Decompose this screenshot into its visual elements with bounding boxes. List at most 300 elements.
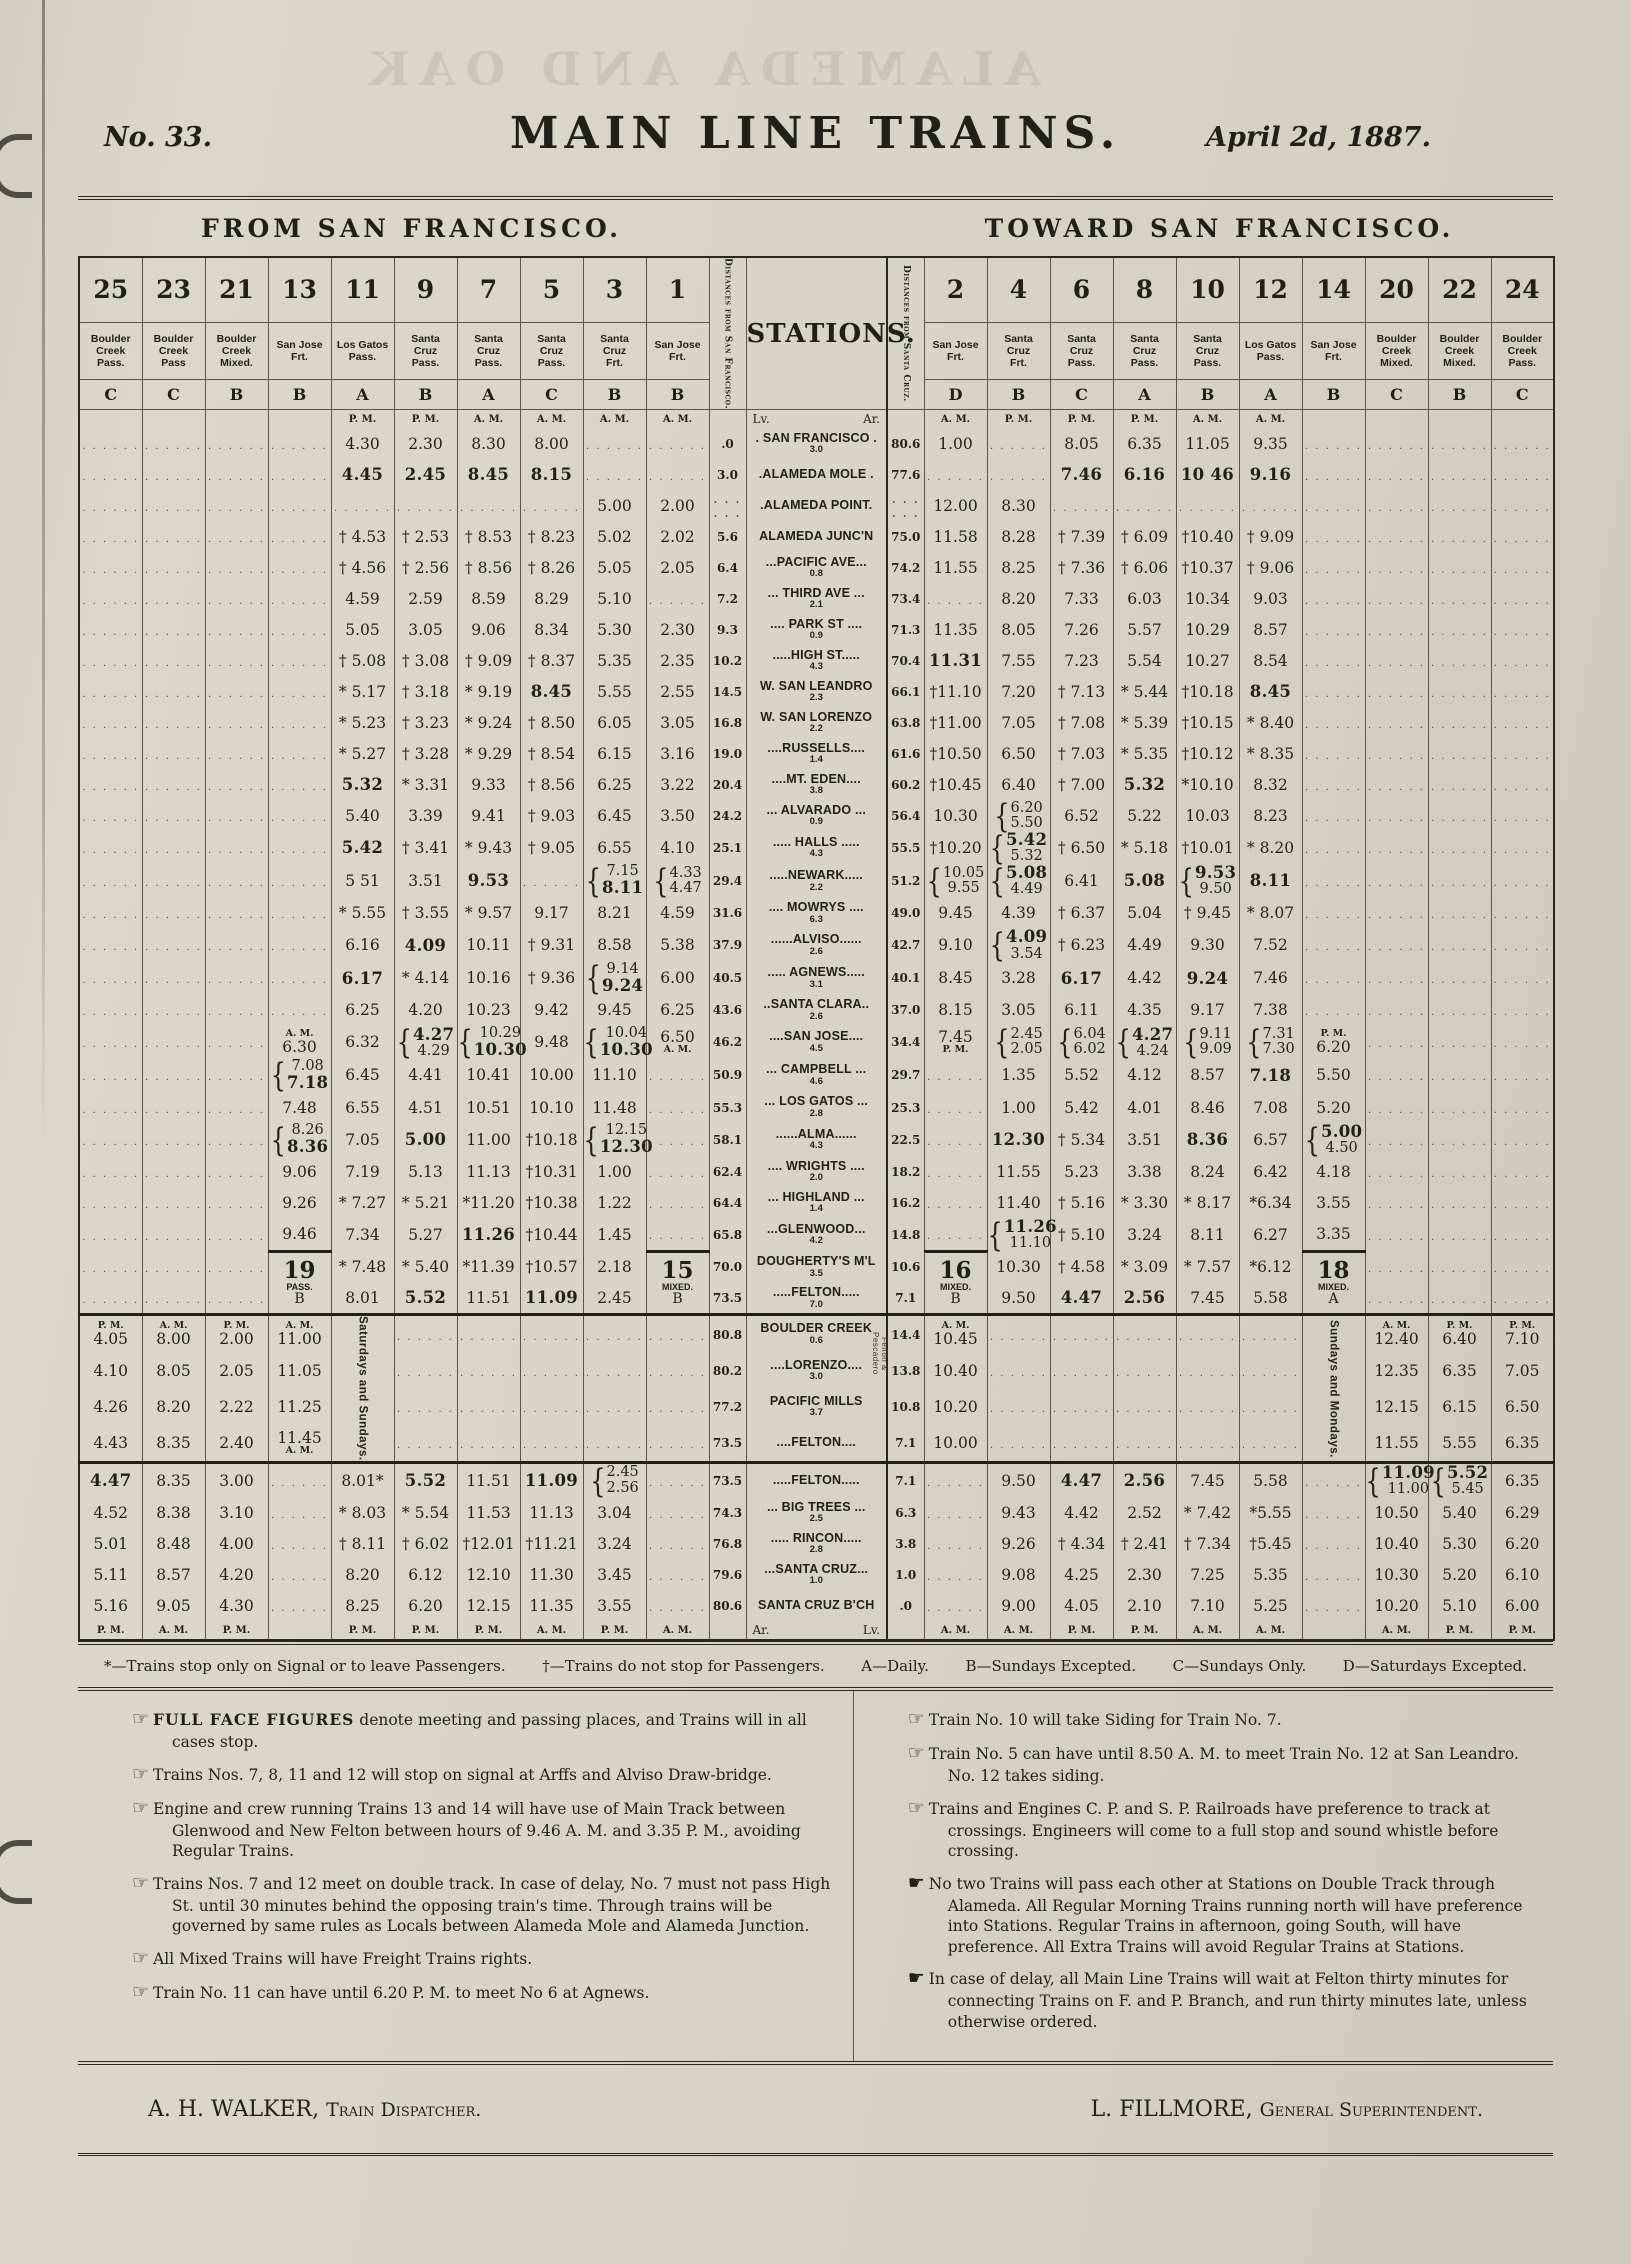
time-cell: 9.53 (457, 864, 520, 897)
distance-from-sf-cell: 80.2 (709, 1353, 746, 1389)
time-cell: . . . . . . (987, 1425, 1050, 1463)
time-cell: 8.15 (520, 459, 583, 490)
time-cell: 7.55 (987, 645, 1050, 676)
time-cell: . . . . . . (79, 1026, 142, 1059)
time-cell: . . . . . . (1302, 1497, 1365, 1528)
ampm-marker: A. M. (924, 410, 987, 429)
time-cell: { 5.08 4.49 (987, 864, 1050, 897)
time-cell: 4.18 (1302, 1156, 1365, 1187)
distance-from-sf-cell: 6.4 (709, 552, 746, 583)
time-cell: 2.22 (205, 1389, 268, 1425)
time-cell: . . . . . . (1176, 1315, 1239, 1353)
time-cell: †11.21 (520, 1528, 583, 1559)
time-cell: 2.18 (583, 1251, 646, 1282)
ampm-marker (205, 410, 268, 429)
time-cell: . . . . . . (1428, 1059, 1491, 1092)
time-cell: . . . . . . (268, 645, 331, 676)
time-cell: 3.05 (987, 995, 1050, 1026)
distance-from-santa-cruz-cell: 51.2 (887, 864, 924, 897)
distance-from-santa-cruz-cell: 40.1 (887, 962, 924, 995)
time-cell: 4.49 (1113, 928, 1176, 961)
time-cell: 3.05 (646, 707, 709, 738)
time-cell: . . . . . . (1428, 962, 1491, 995)
time-cell: . . . . . . (1113, 1389, 1176, 1425)
distances-from-santa-cruz-label: Distances from Santa Cruz. (887, 257, 924, 410)
time-cell: 7.33 (1050, 583, 1113, 614)
time-cell: . . . . . . (79, 552, 142, 583)
time-cell: . . . . . . (1428, 769, 1491, 800)
distance-from-santa-cruz-cell: 56.4 (887, 800, 924, 831)
time-cell: † 3.55 (394, 897, 457, 928)
time-cell: . . . . . . (268, 897, 331, 928)
time-cell: 7.34 (331, 1218, 394, 1251)
time-cell: 9.26 (987, 1528, 1050, 1559)
time-cell: 5.55 (1428, 1425, 1491, 1463)
pointing-hand-icon: ☛ (907, 1871, 925, 1894)
time-cell: . . . . . . (268, 459, 331, 490)
pointing-hand-icon: ☞ (907, 1742, 925, 1765)
time-cell: . . . . . . (142, 583, 205, 614)
time-cell: . . . . . . (1491, 1156, 1554, 1187)
time-cell: 5.54 (1113, 645, 1176, 676)
time-cell: 4.47 (1050, 1462, 1113, 1497)
time-cell: †5.45 (1239, 1528, 1302, 1559)
time-cell: . . . . . . (79, 1251, 142, 1282)
time-cell: 2.56 (1113, 1462, 1176, 1497)
time-cell: 10.10 (520, 1092, 583, 1123)
time-cell: * 9.29 (457, 738, 520, 769)
time-cell: 9.45 (583, 995, 646, 1026)
time-cell: 1.45 (583, 1218, 646, 1251)
time-cell: . . . . . . (520, 864, 583, 897)
time-cell: 6.05 (583, 707, 646, 738)
time-cell: *5.55 (1239, 1497, 1302, 1528)
time-cell: . . . . . . (457, 1353, 520, 1389)
distance-from-santa-cruz-cell: 37.0 (887, 995, 924, 1026)
time-cell: 11.10 (583, 1059, 646, 1092)
train-name: San Jose Frt. (924, 322, 987, 379)
time-cell: . . . . . . (1302, 831, 1365, 864)
timetable-row (79, 614, 1554, 645)
distance-from-sf-cell: 20.4 (709, 769, 746, 800)
station-cell: ...PACIFIC AVE... 0.8 (746, 552, 887, 583)
time-cell: † 7.39 (1050, 521, 1113, 552)
time-cell: 11.09 (520, 1282, 583, 1315)
distance-from-sf-cell: 46.2 (709, 1026, 746, 1059)
class-letter: C (1491, 379, 1554, 409)
time-cell: 8.30 (457, 428, 520, 459)
class-letter: A (1113, 379, 1176, 409)
time-cell: † 8.56 (457, 552, 520, 583)
distance-from-sf-cell: 31.6 (709, 897, 746, 928)
time-cell: . . . . . . (79, 1282, 142, 1315)
time-cell: 5.27 (394, 1218, 457, 1251)
time-cell: . . . . . . (987, 1315, 1050, 1353)
time-cell: † 9.09 (457, 645, 520, 676)
time-cell: 7.45 P. M. (924, 1026, 987, 1059)
time-cell: . . . . . . (205, 738, 268, 769)
note-item: ☞ Engine and crew running Trains 13 and 14 will have use of Main Track between Glenwood and New Felton between hours of 9.46 A. M. and 3.35 P. M., avoiding Regular Trains. (132, 1796, 801, 1861)
time-cell: 1.35 (987, 1059, 1050, 1092)
time-cell: 4.35 (1113, 995, 1176, 1026)
train-number: 20 (1365, 257, 1428, 322)
train-number: 11 (331, 257, 394, 322)
distance-from-sf-cell: 64.4 (709, 1187, 746, 1218)
time-cell: 3.24 (583, 1528, 646, 1559)
ampm-marker: A. M. (1239, 1621, 1302, 1640)
time-cell: . . . . . . (79, 1187, 142, 1218)
distance-from-santa-cruz-cell: 61.6 (887, 738, 924, 769)
time-cell: * 9.24 (457, 707, 520, 738)
ampm-marker: P. M. (1113, 1621, 1176, 1640)
time-cell: †12.01 (457, 1528, 520, 1559)
time-cell: . . . . . . (1428, 800, 1491, 831)
ampm-marker: A. M. (1176, 1621, 1239, 1640)
time-cell: . . . . . . (142, 428, 205, 459)
train-name: Santa Cruz Pass. (394, 322, 457, 379)
time-cell: 9.24 (1176, 962, 1239, 995)
time-cell: . . . . . . (1050, 1353, 1113, 1389)
time-cell: † 5.34 (1050, 1123, 1113, 1156)
time-cell: 2.30 (394, 428, 457, 459)
time-cell: . . . . . . (1428, 583, 1491, 614)
time-cell: 7.48 (268, 1092, 331, 1123)
time-cell: 8.54 (1239, 645, 1302, 676)
time-cell: . . . . . . (1302, 1462, 1365, 1497)
timetable-row (79, 1092, 1554, 1123)
time-cell: . . . . . . (205, 614, 268, 645)
time-cell: . . . . . . (646, 1156, 709, 1187)
time-cell: 2.55 (646, 676, 709, 707)
note-item: ☛ No two Trains will pass each other at Stations on Double Track through Alameda. All Regular Morning Trains running north will have preference into Stations. Regular Trains in afternoon, going South, will have preference. All Extra Trains will avoid Regular Trains at Stations. (907, 1871, 1523, 1956)
time-cell: † 8.56 (520, 769, 583, 800)
time-cell: 10.23 (457, 995, 520, 1026)
time-cell: P. M. 2.00 (205, 1315, 268, 1353)
time-cell: 4.00 (205, 1528, 268, 1559)
from-sf-title: FROM SAN FRANCISCO. (200, 213, 623, 243)
time-cell: . . . . . . (1491, 428, 1554, 459)
time-cell: * 8.20 (1239, 831, 1302, 864)
time-cell: * 5.39 (1113, 707, 1176, 738)
time-cell: . . . . . . (142, 521, 205, 552)
note-item: ☞ All Mixed Trains will have Freight Trains rights. (132, 1946, 533, 1969)
time-cell: 11.53 (457, 1497, 520, 1528)
train-number: 14 (1302, 257, 1365, 322)
time-cell: 8.21 (583, 897, 646, 928)
time-cell: 5.25 (1239, 1590, 1302, 1621)
time-cell: . . . . . . (205, 1187, 268, 1218)
time-cell: . . . . . . (142, 1218, 205, 1251)
time-cell: 5.04 (1113, 897, 1176, 928)
station-cell: ... CAMPBELL ... 4.6 (746, 1059, 887, 1092)
time-cell: . . . . . . (646, 459, 709, 490)
time-cell: . . . . . . (1428, 1187, 1491, 1218)
timetable-row (79, 1528, 1554, 1559)
time-cell: . . . . . . (1428, 428, 1491, 459)
time-cell: A. M. 10.45 (924, 1315, 987, 1353)
time-cell: 3.22 (646, 769, 709, 800)
time-cell: . . . . . . (457, 1425, 520, 1463)
train-number: 10 (1176, 257, 1239, 322)
station-cell: ... BIG TREES ... 2.5 (746, 1497, 887, 1528)
time-cell: 10.29 (1176, 614, 1239, 645)
time-cell: 4.47 (79, 1462, 142, 1497)
time-cell: 11.30 (520, 1559, 583, 1590)
class-letter: C (142, 379, 205, 409)
time-cell: . . . . . . (1491, 707, 1554, 738)
time-cell: . . . . . . (1176, 1389, 1239, 1425)
time-cell: . . . . . . (394, 1425, 457, 1463)
timetable-row (79, 1251, 1554, 1282)
timetable-frame (78, 196, 1553, 2156)
time-cell: 10.50 (1365, 1497, 1428, 1528)
stations-header: STATIONS. (746, 257, 887, 410)
time-cell: † 8.50 (520, 707, 583, 738)
time-cell: . . . . . . (1491, 459, 1554, 490)
time-cell: 10.00 (520, 1059, 583, 1092)
time-cell: 5.35 (583, 645, 646, 676)
ampm-marker: A. M. (924, 1621, 987, 1640)
time-cell: . . . . . . (79, 1092, 142, 1123)
time-cell: 4.39 (987, 897, 1050, 928)
time-cell: † 7.03 (1050, 738, 1113, 769)
time-cell: 5.32 (331, 769, 394, 800)
time-cell: . . . . . . (205, 707, 268, 738)
time-cell: 5.10 (1428, 1590, 1491, 1621)
time-cell: * 5.17 (331, 676, 394, 707)
time-cell: . . . . . . (1365, 738, 1428, 769)
time-cell: 5.55 (583, 676, 646, 707)
time-cell: . . . . . . (924, 1092, 987, 1123)
time-cell: . . . . . . (924, 1156, 987, 1187)
ampm-marker: A. M. (1239, 410, 1302, 429)
time-cell: . . . . . . (205, 1026, 268, 1059)
station-cell: ...GLENWOOD... 4.2 (746, 1218, 887, 1251)
time-cell: † 9.45 (1176, 897, 1239, 928)
time-cell: . . . . . . (1050, 1389, 1113, 1425)
time-cell: . . . . . . (1428, 1218, 1491, 1251)
time-cell: . . . . . . (1302, 800, 1365, 831)
ampm-marker (268, 1621, 331, 1640)
time-cell: * 9.57 (457, 897, 520, 928)
ampm-marker: A. M. (987, 1621, 1050, 1640)
time-cell: . . . . . . (394, 490, 457, 521)
time-cell: . . . . . . (205, 831, 268, 864)
time-cell: . . . . . . (1491, 1187, 1554, 1218)
time-cell: 8.35 (142, 1425, 205, 1463)
time-cell: { 2.45 2.05 (987, 1026, 1050, 1059)
timetable-row (79, 707, 1554, 738)
train-name: Boulder Creek Mixed. (1428, 322, 1491, 379)
time-cell: 2.52 (1113, 1497, 1176, 1528)
time-cell: 2.45 (583, 1282, 646, 1315)
time-cell: . . . . . . (646, 1590, 709, 1621)
time-cell: †11.10 (924, 676, 987, 707)
distance-from-santa-cruz-cell: 71.3 (887, 614, 924, 645)
time-cell: †10.18 (520, 1123, 583, 1156)
time-cell: †10.12 (1176, 738, 1239, 769)
time-cell: 6.20 (1491, 1528, 1554, 1559)
time-cell: . . . . . . (1428, 738, 1491, 769)
note-item: ☞ Trains and Engines C. P. and S. P. Railroads have preference to track at crossings. Engineers will come to a full stop and sound whistle before crossing. (907, 1796, 1499, 1861)
distance-from-sf-cell: 9.3 (709, 614, 746, 645)
time-cell: 8.57 (1176, 1059, 1239, 1092)
time-cell: †10.01 (1176, 831, 1239, 864)
distance-from-sf-cell: 5.6 (709, 521, 746, 552)
effective-date: April 2d, 1887. (1206, 122, 1431, 153)
distance-from-sf-cell: 65.8 (709, 1218, 746, 1251)
time-cell: 1.00 (987, 1092, 1050, 1123)
station-cell: .ALAMEDA POINT. (746, 490, 887, 521)
time-cell: 10.03 (1176, 800, 1239, 831)
distance-from-santa-cruz-cell: 70.4 (887, 645, 924, 676)
time-cell: . . . . . . (205, 928, 268, 961)
time-cell: 10.30 (924, 800, 987, 831)
time-cell: . . . . . . (1365, 962, 1428, 995)
time-cell: 11.55 (1365, 1425, 1428, 1463)
station-cell: SANTA CRUZ B'CH (746, 1590, 887, 1621)
time-cell: 8.34 (520, 614, 583, 645)
time-cell: . . . . . . (924, 1559, 987, 1590)
time-cell: † 8.54 (520, 738, 583, 769)
distance-from-santa-cruz-cell: 80.6 (887, 428, 924, 459)
time-cell: 5.23 (1050, 1156, 1113, 1187)
time-cell: † 6.02 (394, 1528, 457, 1559)
train-name: Boulder Creek Mixed. (1365, 322, 1428, 379)
time-cell: *10.10 (1176, 769, 1239, 800)
train-number: 12 (1239, 257, 1302, 322)
time-cell: 4.47 (1050, 1282, 1113, 1315)
time-cell: 11.48 (583, 1092, 646, 1123)
train-number: 4 (987, 257, 1050, 322)
time-cell: . . . . . . (1365, 428, 1428, 459)
time-cell: . . . . . . (205, 428, 268, 459)
time-cell: . . . . . . (924, 583, 987, 614)
time-cell: . . . . . . (1302, 1590, 1365, 1621)
time-cell: P. M. 4.05 (79, 1315, 142, 1353)
time-cell: . . . . . . (1113, 1315, 1176, 1353)
time-cell: . . . . . . (646, 1092, 709, 1123)
time-cell: 7.05 (987, 707, 1050, 738)
train-number: 6 (1050, 257, 1113, 322)
lv-ar-marker: Lv. Ar. (746, 410, 887, 429)
time-cell: . . . . . . (268, 769, 331, 800)
time-cell: . . . . . . (1491, 962, 1554, 995)
ampm-marker: A. M. (142, 1621, 205, 1640)
time-cell: 11.35 (520, 1590, 583, 1621)
class-letter: A (457, 379, 520, 409)
time-cell: 6.12 (394, 1559, 457, 1590)
time-cell: . . . . . . (142, 676, 205, 707)
time-cell: 8.01* (331, 1462, 394, 1497)
train-name: Santa Cruz Pass. (1050, 322, 1113, 379)
time-cell: 3.55 (1302, 1187, 1365, 1218)
distance-from-sf-cell: 37.9 (709, 928, 746, 961)
time-cell: . . . . . . (1302, 897, 1365, 928)
time-cell: . . . . . . (924, 1497, 987, 1528)
time-cell: 5.42 (1050, 1092, 1113, 1123)
time-cell: . . . . . . (1302, 769, 1365, 800)
time-cell: †10.45 (924, 769, 987, 800)
station-cell: .ALAMEDA MOLE . (746, 459, 887, 490)
distance-from-santa-cruz-cell: 60.2 (887, 769, 924, 800)
time-cell: . . . . . . (1491, 769, 1554, 800)
time-cell: . . . . . . (268, 428, 331, 459)
station-cell: ... THIRD AVE ... 2.1 (746, 583, 887, 614)
train-name: San Jose Frt. (646, 322, 709, 379)
time-cell: 3.45 (583, 1559, 646, 1590)
time-cell: . . . . . . (1365, 831, 1428, 864)
time-cell: . . . . . . (1491, 1059, 1554, 1092)
station-cell: W. SAN LORENZO 2.2 (746, 707, 887, 738)
timetable-row (79, 1497, 1554, 1528)
timetable-row (79, 1218, 1554, 1251)
train-name: Santa Cruz Pass. (1113, 322, 1176, 379)
time-cell: { 10.29 10.30 (457, 1023, 527, 1062)
time-cell: { 5.00 4.50 (1302, 1123, 1365, 1156)
time-cell: . . . . . . (79, 1218, 142, 1251)
time-cell: 10.40 (1365, 1528, 1428, 1559)
time-cell: . . . . . . (79, 1123, 142, 1156)
distance-from-sf-cell: 24.2 (709, 800, 746, 831)
time-cell: . . . . . . (1302, 490, 1365, 521)
ampm-marker: A. M. (520, 1621, 583, 1640)
time-cell: † 7.13 (1050, 676, 1113, 707)
time-cell: * 5.18 (1113, 831, 1176, 864)
time-cell: . . . . . . (1302, 459, 1365, 490)
time-cell: 11.35 (924, 614, 987, 645)
time-cell: * 5.35 (1113, 738, 1176, 769)
time-cell: . . . . . . (79, 490, 142, 521)
time-cell: 6.11 (1050, 995, 1113, 1026)
time-cell: . . . . . . (1428, 1156, 1491, 1187)
time-cell: 9.03 (1239, 583, 1302, 614)
distances-from-sf-label: Distances from San Francisco. (709, 257, 746, 410)
train-number: 5 (520, 257, 583, 322)
time-cell: . . . . . . (1365, 676, 1428, 707)
time-cell: . . . . . . (205, 1156, 268, 1187)
time-cell: . . . . . . (1491, 738, 1554, 769)
time-cell: 11.13 (457, 1156, 520, 1187)
time-cell: * 3.30 (1113, 1187, 1176, 1218)
time-cell: 4.09 (394, 928, 457, 961)
time-cell: 9.06 (457, 614, 520, 645)
time-cell: . . . . . . (646, 1123, 709, 1156)
ampm-marker: A. M. (520, 410, 583, 429)
time-cell: . . . . . . (205, 864, 268, 897)
time-cell: . . . . . . (268, 928, 331, 961)
time-cell: 5.40 (1428, 1497, 1491, 1528)
time-cell: 7.52 (1239, 928, 1302, 961)
pointing-hand-icon: ☞ (132, 1708, 150, 1731)
note-item: ☞ Train No. 10 will take Siding for Train No. 7. (907, 1708, 1282, 1731)
signature-band (78, 2061, 1553, 2156)
timetable-row (79, 645, 1554, 676)
time-cell: . . . . . . (205, 995, 268, 1026)
time-cell: * 8.35 (1239, 738, 1302, 769)
distance-from-sf-cell: 3.0 (709, 459, 746, 490)
time-cell: . . . . . . (1491, 583, 1554, 614)
time-cell: 2.56 (1113, 1282, 1176, 1315)
time-cell: 4.20 (205, 1559, 268, 1590)
time-cell: . . . . . . (1428, 995, 1491, 1026)
time-cell: . . . . . . (205, 1123, 268, 1156)
time-cell: 8.01 (331, 1282, 394, 1315)
time-cell: †10.50 (924, 738, 987, 769)
time-cell: †10.20 (924, 831, 987, 864)
ampm-marker (1302, 1621, 1365, 1640)
time-cell: 10.16 (457, 962, 520, 995)
